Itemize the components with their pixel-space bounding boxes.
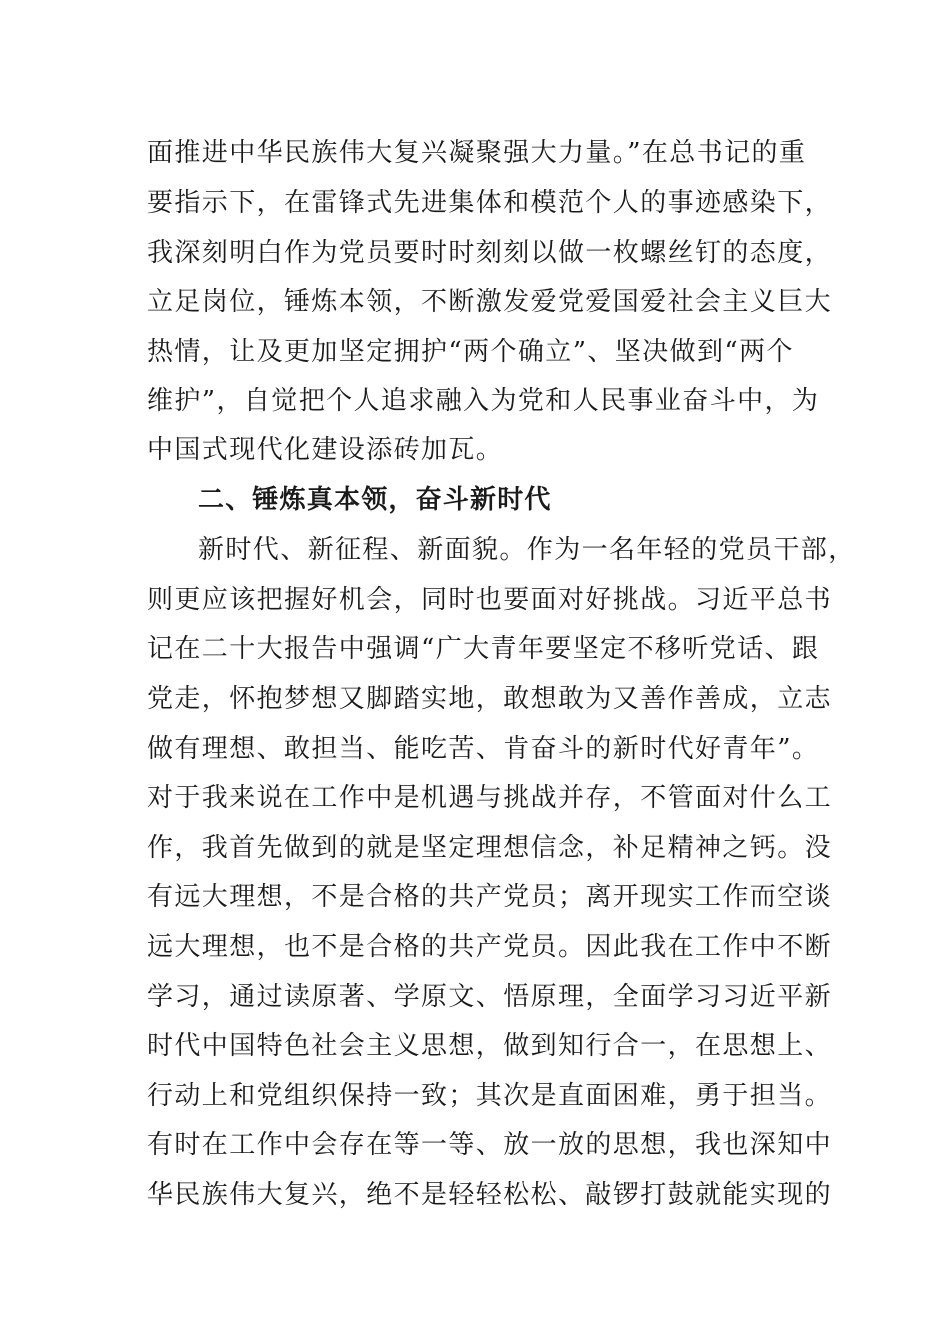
paragraph-1-line-4: 立足岗位，锤炼本领，不断激发爱党爱国爱社会主义巨大 (147, 287, 833, 317)
paragraph-2-line-10: 学习，通过读原著、学原文、悟原理，全面学习习近平新 (147, 982, 833, 1012)
paragraph-2-line-12: 行动上和党组织保持一致；其次是直面困难，勇于担当。 (147, 1081, 833, 1111)
paragraph-1-line-7: 中国式现代化建设添砖加瓦。 (147, 435, 504, 465)
paragraph-2-line-5: 做有理想、敢担当、能吃苦、肯奋斗的新时代好青年”。 (147, 734, 820, 764)
paragraph-1-line-3: 我深刻明白作为党员要时时刻刻以做一枚螺丝钉的态度， (147, 238, 833, 268)
paragraph-2-line-7: 作，我首先做到的就是坚定理想信念，补足精神之钙。没 (147, 833, 833, 863)
paragraph-2-line-14: 华民族伟大复兴，绝不是轻轻松松、敲锣打鼓就能实现的 (147, 1180, 833, 1210)
paragraph-1-line-1: 面推进中华民族伟大复兴凝聚强大力量。”在总书记的重 (147, 138, 807, 168)
paragraph-2-line-9: 远大理想，也不是合格的共产党员。因此我在工作中不断 (147, 932, 833, 962)
paragraph-2-line-6: 对于我来说在工作中是机遇与挑战并存，不管面对什么工 (147, 783, 833, 813)
paragraph-2-line-8: 有远大理想，不是合格的共产党员；离开现实工作而空谈 (147, 882, 833, 912)
paragraph-2-line-13: 有时在工作中会存在等一等、放一放的思想，我也深知中 (147, 1130, 833, 1160)
paragraph-2-line-11: 时代中国特色社会主义思想，做到知行合一，在思想上、 (147, 1031, 833, 1061)
paragraph-2-line-3: 记在二十大报告中强调“广大青年要坚定不移听党话、跟 (147, 634, 820, 664)
paragraph-1-line-2: 要指示下，在雷锋式先进集体和模范个人的事迹感染下， (147, 188, 833, 218)
paragraph-1-line-5: 热情，让及更加坚定拥护“两个确立”、坚决做到“两个 (147, 337, 794, 367)
paragraph-2-line-4: 党走，怀抱梦想又脚踏实地，敢想敢为又善作善成，立志 (147, 684, 833, 714)
section-heading: 二、锤炼真本领，奋斗新时代 (198, 485, 552, 515)
paragraph-1-line-6: 维护”，自觉把个人追求融入为党和人民事业奋斗中，为 (147, 386, 820, 416)
paragraph-2-line-1: 新时代、新征程、新面貌。作为一名年轻的党员干部， (198, 535, 856, 565)
paragraph-2-line-2: 则更应该把握好机会，同时也要面对好挑战。习近平总书 (147, 585, 833, 615)
